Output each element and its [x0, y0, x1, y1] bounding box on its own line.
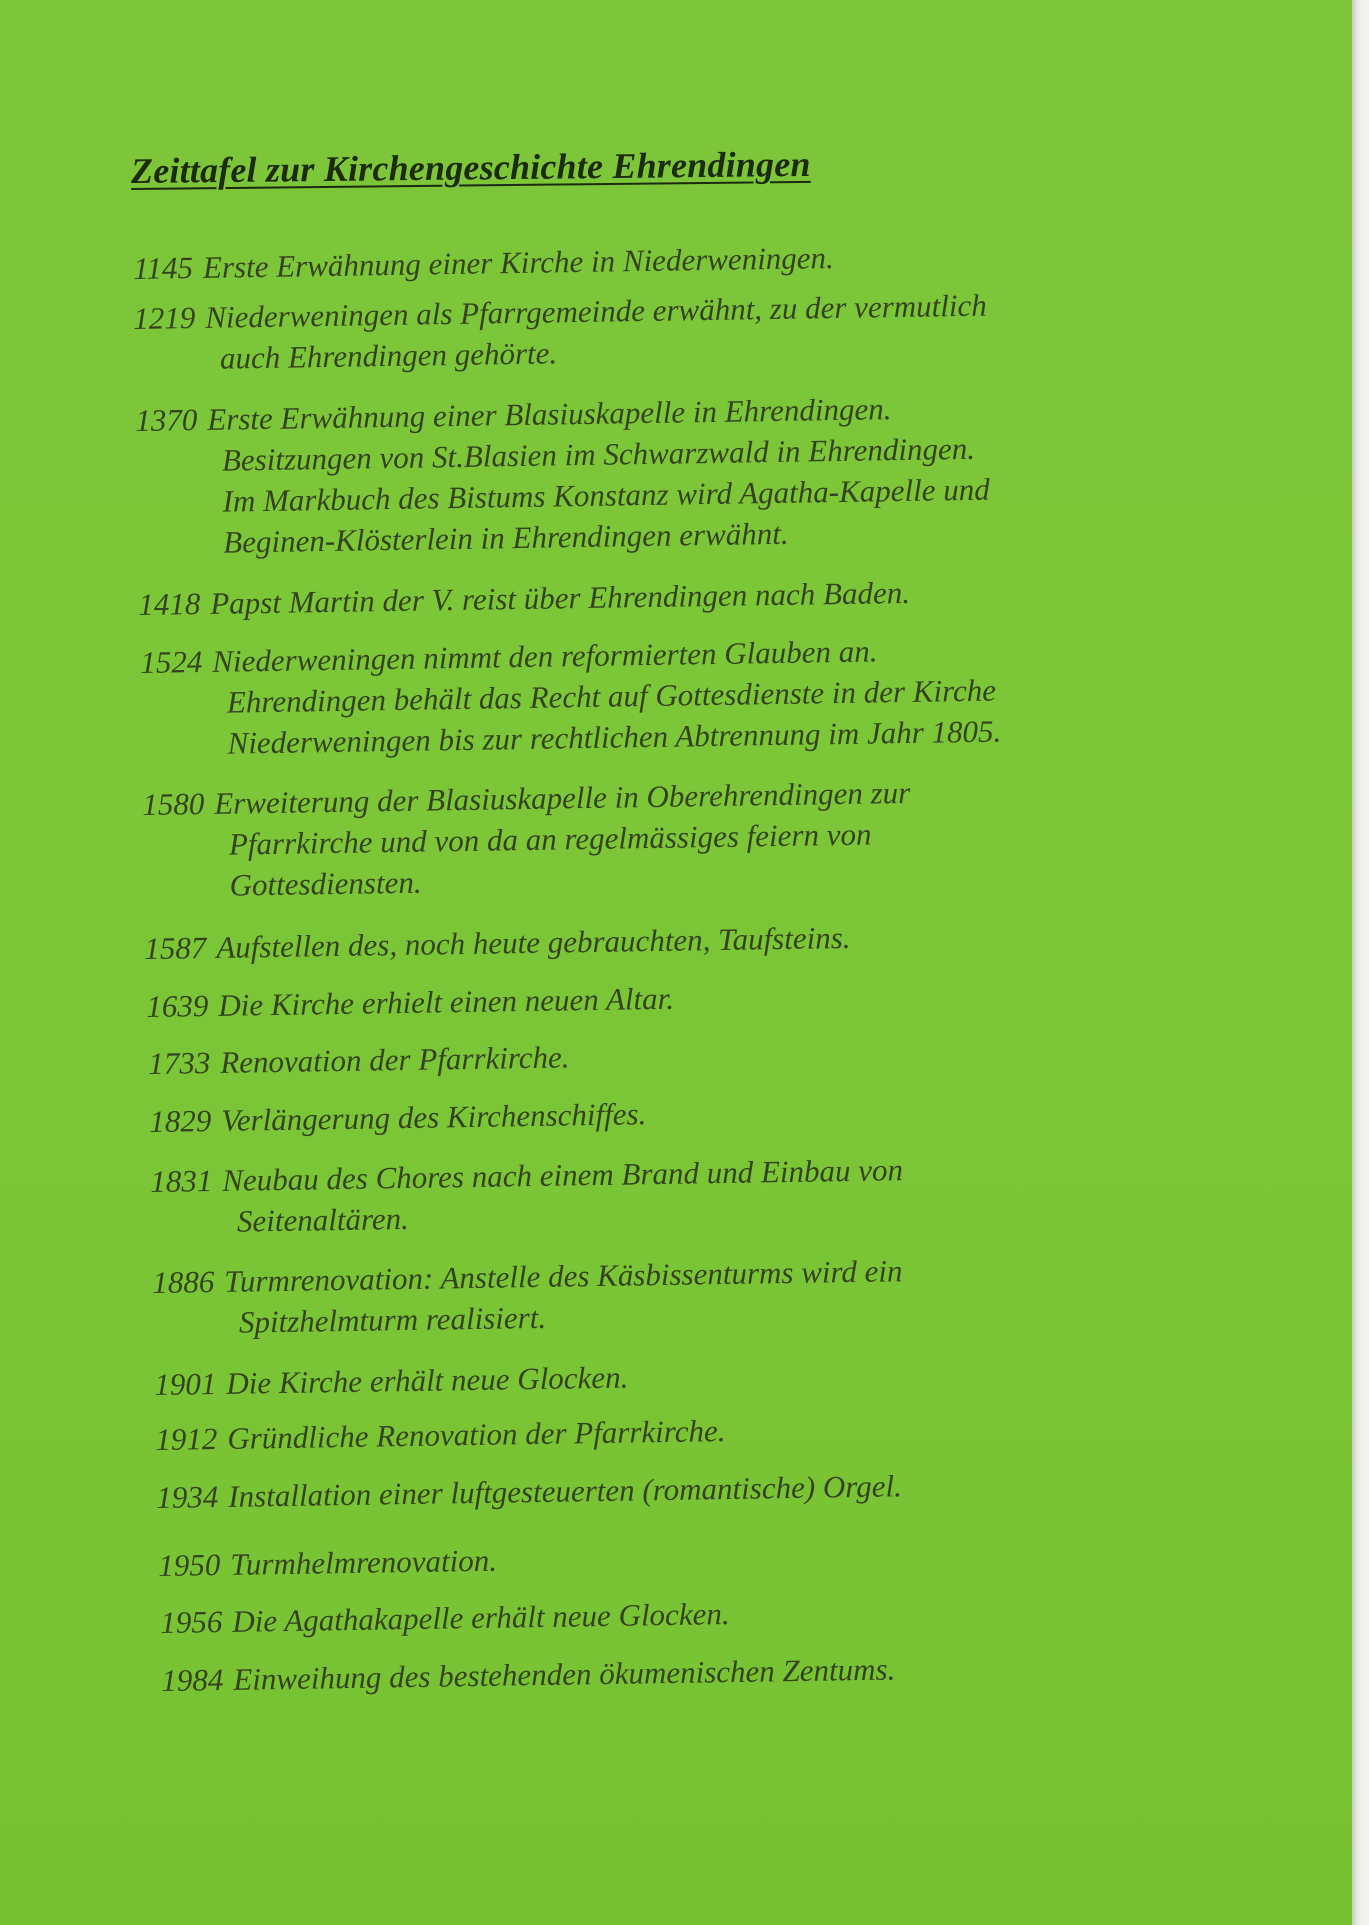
timeline-entry — [148, 1036, 570, 1084]
timeline-entry — [154, 1357, 629, 1405]
entry-year: 1524 — [140, 644, 203, 680]
timeline-entry — [150, 1149, 904, 1243]
entry-year: 1145 — [133, 250, 194, 286]
entry-text: Installation einer luftgesteuerten (romantische) Orgel. — [228, 1468, 903, 1514]
entry-text: Erste Erwähnung einer Kirche in Niederweningen. — [202, 239, 835, 285]
paper-edge — [1352, 0, 1369, 1925]
entry-first-line — [144, 917, 851, 969]
entry-text: Erweiterung der Blasiuskapelle in Oberehrendingen zur — [214, 774, 911, 821]
timeline-entry — [138, 572, 910, 625]
timeline-entry — [142, 772, 912, 907]
timeline-entry — [155, 1410, 726, 1460]
entry-year: 1639 — [146, 988, 209, 1024]
entry-year: 1587 — [144, 930, 207, 966]
entry-first-line — [146, 978, 674, 1027]
entry-year: 1956 — [160, 1604, 223, 1640]
timeline-entry — [144, 917, 851, 969]
timeline-entry — [161, 1648, 896, 1701]
entry-year: 1886 — [152, 1264, 215, 1300]
entry-year: 1901 — [154, 1366, 217, 1402]
entry-first-line — [156, 1465, 902, 1518]
entry-text: Pfarrkirche und von da an regelmässiges feiern von — [228, 816, 872, 862]
entry-text: Die Agathakapelle erhält neue Glocken. — [232, 1596, 730, 1639]
entry-text: Die Kirche erhält neue Glocken. — [226, 1359, 629, 1401]
entry-text: auch Ehrendingen gehörte. — [219, 335, 558, 376]
entry-first-line — [149, 1093, 647, 1142]
entry-year: 1934 — [156, 1479, 219, 1515]
entry-year: 1912 — [155, 1421, 218, 1457]
timeline-entry — [133, 237, 834, 289]
entry-first-line — [161, 1648, 896, 1701]
timeline-entry — [156, 1465, 902, 1518]
entry-year: 1831 — [150, 1163, 213, 1199]
entry-year: 1984 — [161, 1662, 224, 1698]
timeline-entry — [152, 1250, 903, 1344]
entry-text: Niederweningen bis zur rechtlichen Abtrennung im Jahr 1805. — [227, 713, 1002, 761]
entry-year: 1219 — [133, 300, 196, 336]
entry-first-line — [138, 572, 910, 625]
timeline-entry — [158, 1540, 497, 1586]
entry-text: Gründliche Renovation der Pfarrkirche. — [227, 1413, 726, 1456]
entry-text: Gottesdiensten. — [229, 864, 422, 903]
entry-text: Niederweningen nimmt den reformierten Glauben an. — [212, 633, 878, 679]
entry-year: 1580 — [142, 786, 205, 822]
entry-text: Die Kirche erhielt einen neuen Altar. — [218, 980, 675, 1023]
entry-text: Ehrendingen behält das Recht auf Gottesdienste in der Kirche — [226, 672, 997, 720]
page-title: Zeittafel zur Kirchengeschichte Ehrendingen — [130, 143, 811, 191]
entry-year: 1829 — [149, 1103, 212, 1139]
entry-text: Niederweningen als Pfarrgemeinde erwähnt, zu der vermutlich — [205, 287, 987, 335]
entry-text: Aufstellen des, noch heute gebrauchten, Taufsteins. — [216, 919, 851, 965]
entry-year: 1418 — [138, 586, 201, 622]
entry-text: Renovation der Pfarrkirche. — [220, 1039, 570, 1080]
timeline-entry — [135, 387, 991, 564]
entry-first-line — [133, 237, 834, 289]
entry-text: Seitenaltären. — [236, 1200, 410, 1239]
entry-text: Beginen-Klösterlein in Ehrendingen erwähnt. — [222, 515, 789, 560]
entry-text: Neubau des Chores nach einem Brand und Einbau von — [222, 1152, 904, 1198]
timeline-entry — [140, 628, 1002, 764]
entry-first-line — [155, 1410, 726, 1460]
entry-first-line — [148, 1036, 570, 1084]
entry-text: Besitzungen von St.Blasien im Schwarzwald in Ehrendingen. — [221, 430, 976, 478]
entry-text: Papst Martin der V. reist über Ehrendingen nach Baden. — [210, 574, 911, 621]
entry-year: 1370 — [135, 402, 198, 438]
timeline-entry — [149, 1093, 647, 1142]
entry-year: 1733 — [148, 1045, 211, 1081]
entry-first-line — [154, 1357, 629, 1405]
entry-text: Spitzhelmturm realisiert. — [238, 1299, 547, 1340]
entry-text: Turmrenovation: Anstelle des Käsbissenturms wird ein — [224, 1253, 903, 1299]
entry-first-line — [158, 1540, 497, 1586]
entry-first-line — [160, 1593, 730, 1643]
entry-text: Im Markbuch des Bistums Konstanz wird Agatha-Kapelle und — [222, 471, 991, 519]
entry-text: Verlängerung des Kirchenschiffes. — [221, 1096, 647, 1138]
entry-text: Erste Erwähnung einer Blasiuskapelle in Ehrendingen. — [207, 391, 892, 437]
timeline-entry — [160, 1593, 730, 1643]
timeline-entry — [133, 285, 988, 380]
entry-text: Turmhelmrenovation. — [230, 1542, 498, 1582]
timeline-entry — [146, 978, 674, 1027]
entry-year: 1950 — [158, 1547, 221, 1583]
entry-text: Einweihung des bestehenden ökumenischen Zentums. — [233, 1651, 896, 1697]
